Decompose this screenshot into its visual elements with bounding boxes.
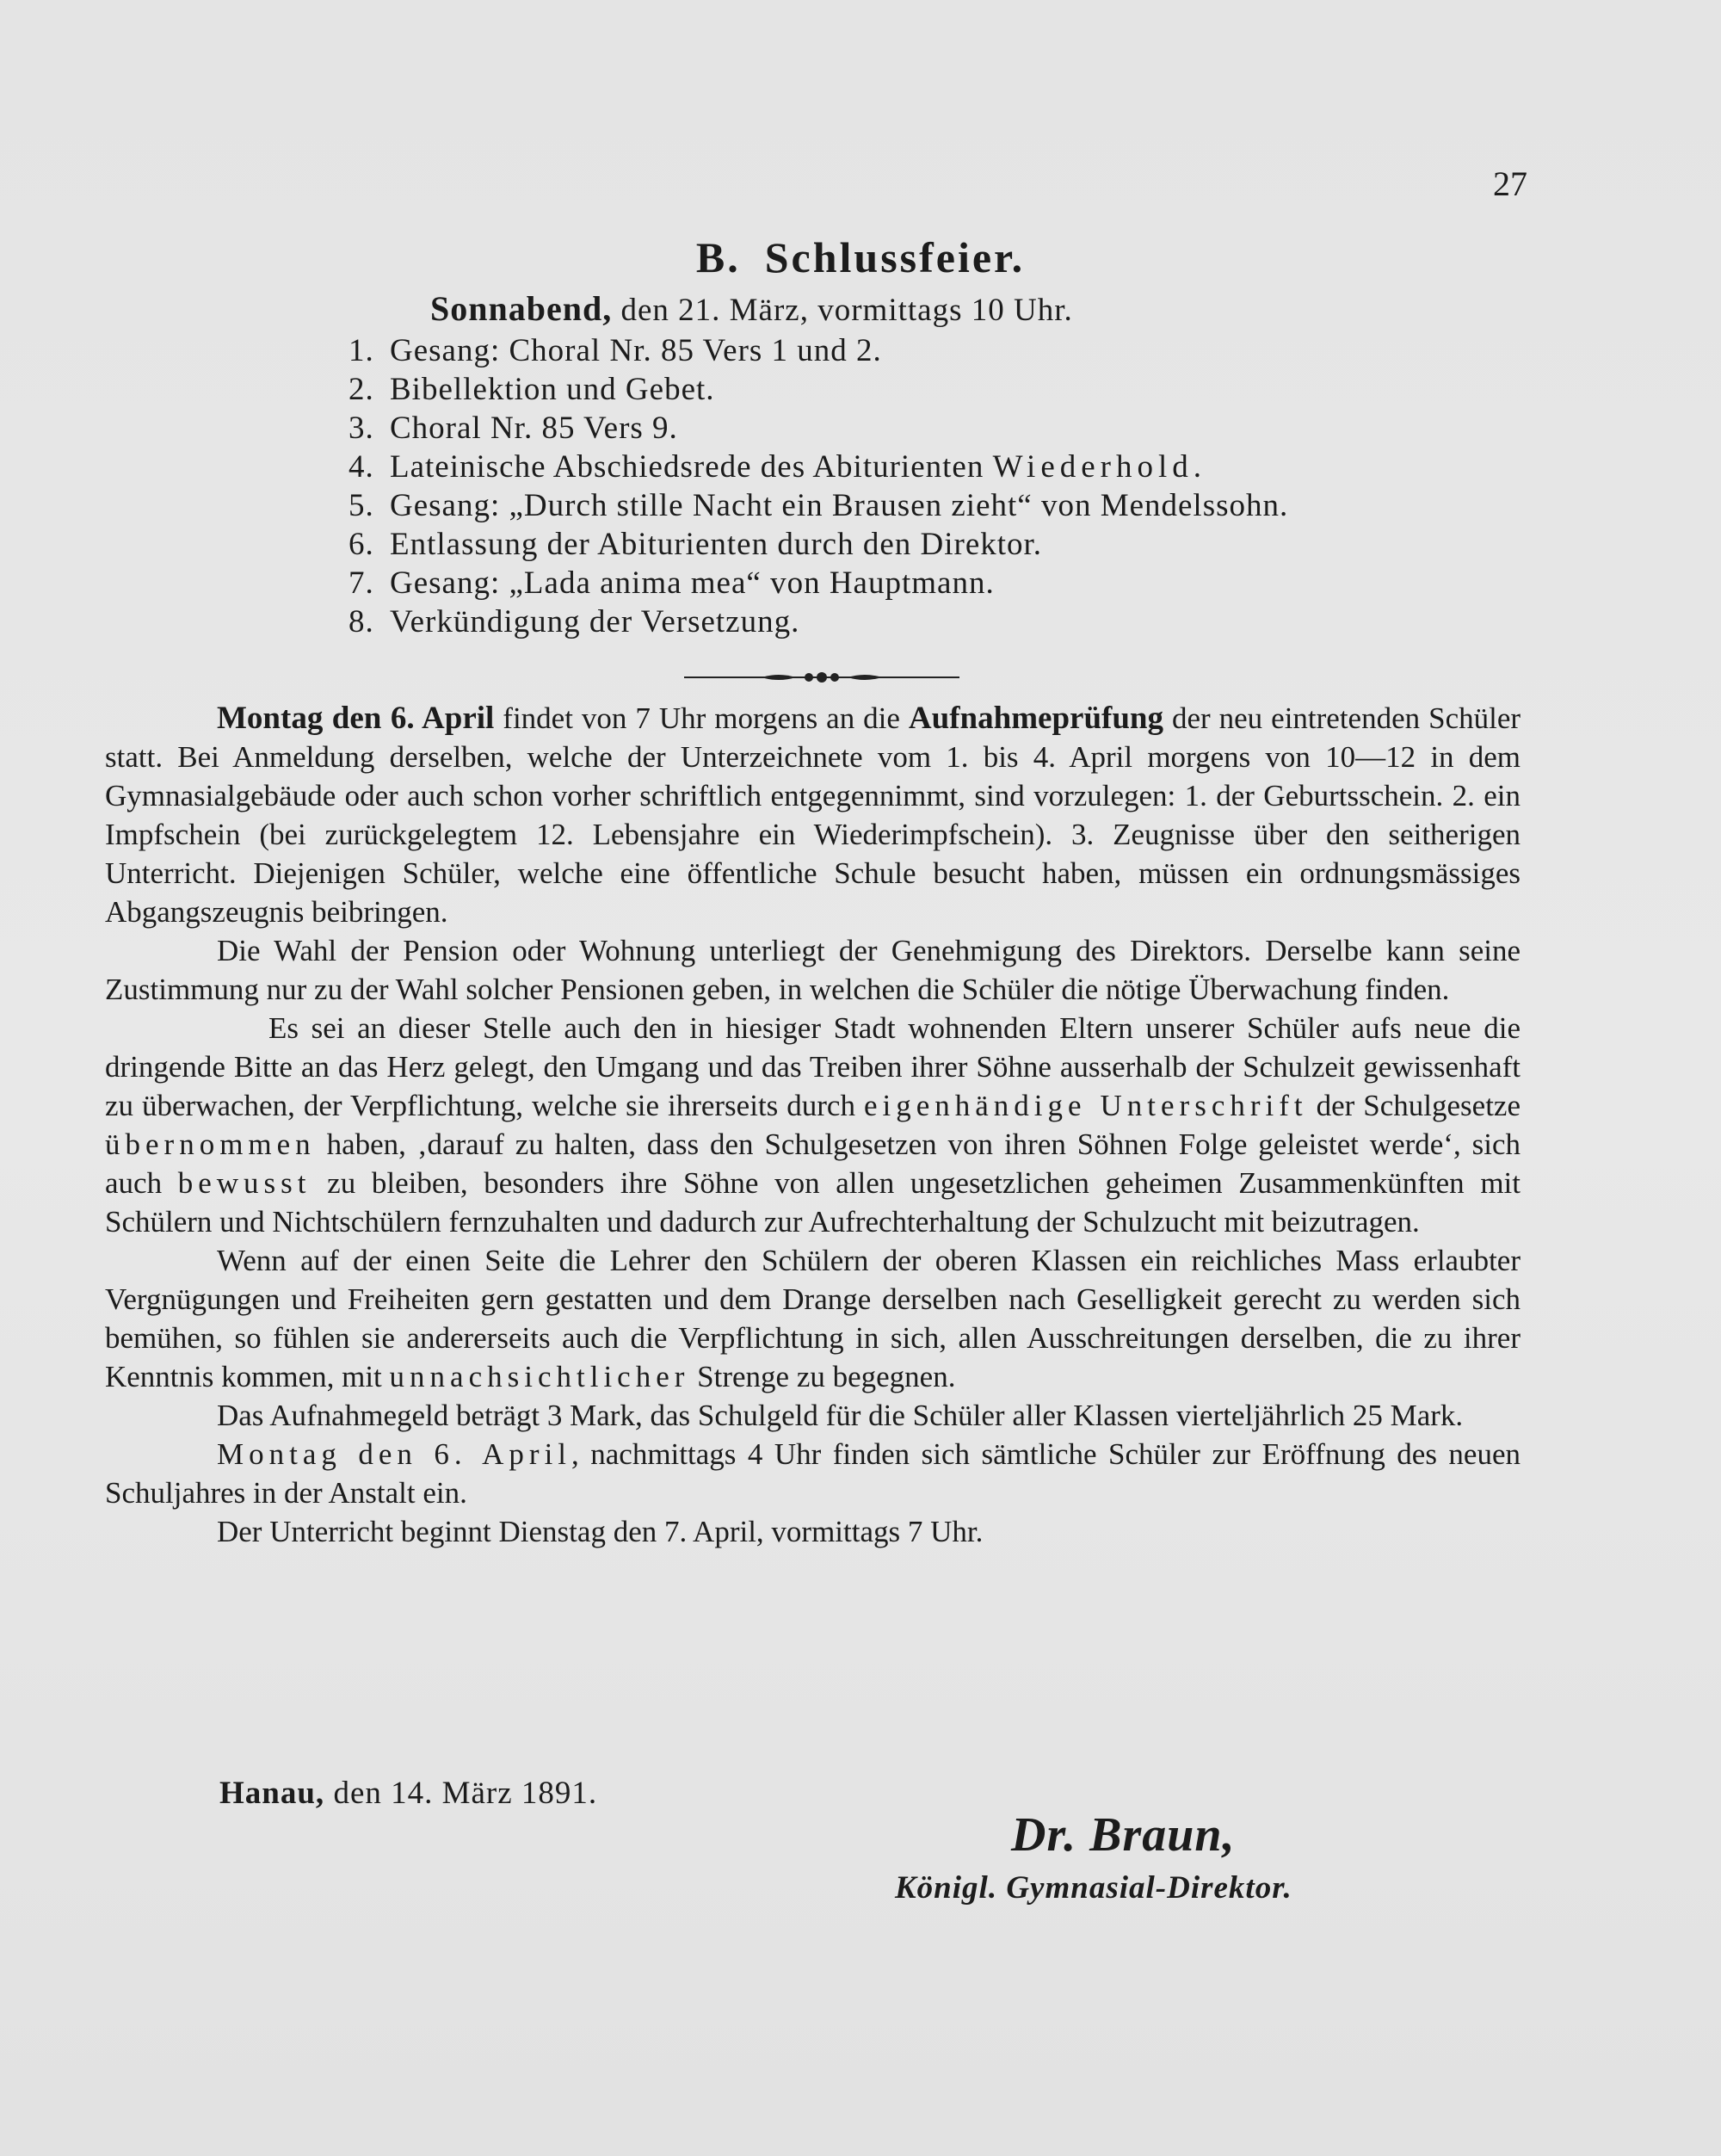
page-number: 27 [1493,164,1527,203]
paragraph-admission: Montag den 6. April findet von 7 Uhr morgens an die Aufnahmeprüfung der neu eintretenden Schüler statt. Bei Anmeldung derselben, welche der Unterzeichnete vom 1. bis 4. April morgens von 10—12 in dem Gymnasialgebäude oder auch schon vorher schriftlich entgegennimmt, sind vorzulegen: 1. der Geburtsschein. 2. ein Impfschein (bei zurückgelegtem 12. Lebensjahre ein Wiederimpfschein). 3. Zeugnisse über den seitherigen Unterricht. Diejenigen Schüler, welche eine öffentliche Schule besucht haben, müssen ein ordnungsmässiges Abgangszeugnis beibringen. [105,701,1521,929]
paragraph-pension: Die Wahl der Pension oder Wohnung unterliegt der Genehmigung des Direktors. Derselbe kann seine Zustimmung nur zu der Wahl solcher Pensionen geben, in welchen die Schüler die nötige Überwachung finden. [105,934,1521,1006]
paragraph-teachers: Wenn auf der einen Seite die Lehrer den Schülern der oberen Klassen ein reichliches Mass erlaubter Vergnügungen und Freiheiten gern gestatten und dem Drange derselben nach Geselligkeit gerecht zu werden sich bemühen, so fühlen sie andererseits auch die Verpflichtung in sich, allen Ausschreitungen derselben, die zu ihrer Kenntnis kommen, mit unnachsichtlicher Strenge zu begegnen. [105,1244,1521,1393]
signature-title: Königl. Gymnasial-Direktor. [895,1870,1292,1906]
program-item: 3. Choral Nr. 85 Vers 9. [349,411,678,446]
section-heading: Schlussfeier. [764,233,1026,281]
schedule-date [430,288,1073,329]
program-item: 1. Gesang: Choral Nr. 85 Vers 1 und 2. [349,333,882,368]
program-item: 8. Verkündigung der Versetzung. [349,604,800,639]
program-list [349,331,1288,641]
ornament-divider [684,664,959,690]
paragraph-fees: Das Aufnahmegeld beträgt 3 Mark, das Schulgeld für die Schüler aller Klassen vierteljährlich 25 Mark. [217,1399,1464,1432]
paragraph-opening: Montag den 6. April, nachmittags 4 Uhr finden sich sämtliche Schüler zur Eröffnung des neuen Schuljahres in der Anstalt ein. [105,1437,1521,1510]
place-date: Hanau, den 14. März 1891. [219,1776,598,1811]
notice-text [105,699,1521,1551]
program-item: 7. Gesang: „Lada anima mea“ von Hauptmann. [349,565,995,601]
program-item: 4. Lateinische Abschiedsrede des Abiturienten Wiederhold. [349,449,1203,485]
spaced-name: Wiederhold [992,449,1194,485]
schedule-time: den 21. März, vormittags 10 Uhr. [612,293,1073,328]
program-item: 5. Gesang: „Durch stille Nacht ein Brausen zieht“ von Mendelssohn. [349,488,1289,523]
program-item: 6. Entlassung der Abiturienten durch den Direktor. [349,527,1043,562]
program-item: 2. Bibellektion und Gebet. [349,372,715,407]
paragraph-lessons: Der Unterricht beginnt Dienstag den 7. April, vormittags 7 Uhr. [217,1515,984,1548]
signature-name: Dr. Braun, [1011,1808,1236,1862]
section-prefix: B. [695,233,741,281]
paragraph-parents: Es sei an dieser Stelle auch den in hiesiger Stadt wohnenden Eltern unserer Schüler aufs neue die dringende Bitte an das Herz gelegt, den Umgang und das Treiben ihrer Söhne ausserhalb der Schulzeit gewissenhaft zu überwachen, der Verpflichtung, welche sie ihrerseits durch eigenhändige Unterschrift der Schulgesetze übernommen haben, ‚darauf zu halten, dass den Schulgesetzen von ihren Söhnen Folge geleistet werde‘, sich auch bewusst zu bleiben, besonders ihre Söhne von allen ungesetzlichen geheimen Zusammenkünften mit Schülern und Nichtschülern fernzuhalten und dadurch zur Aufrechterhaltung der Schulzucht mit beizutragen. [105,1011,1521,1239]
section-title [0,232,1721,282]
schedule-day: Sonnabend, [430,289,613,328]
